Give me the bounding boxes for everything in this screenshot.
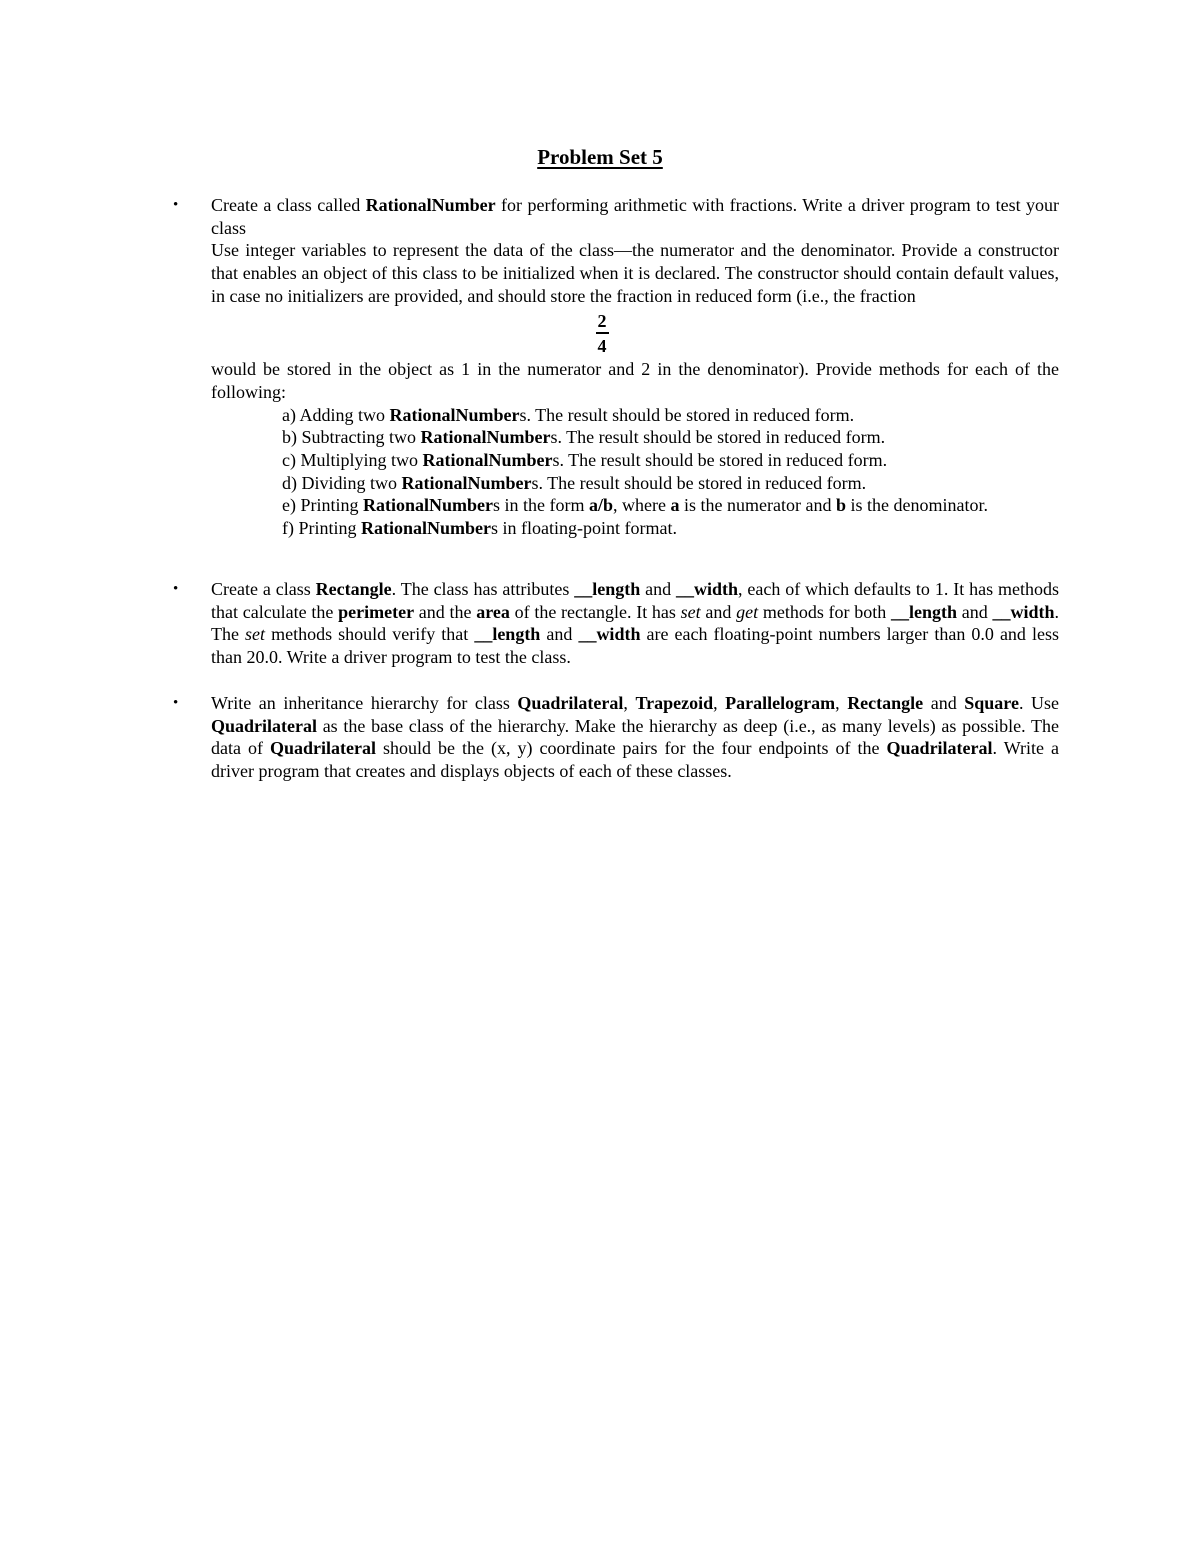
text-span: for performing arithmetic with fractions. Write a driver program to test your class: [211, 195, 1059, 238]
fraction-example: [211, 311, 1059, 358]
method-list: [282, 404, 1059, 540]
list-item: f) Printing RationalNumbers in floating-point format.: [282, 518, 677, 539]
list-item: b) Subtracting two RationalNumbers. The result should be stored in reduced form.: [282, 427, 886, 448]
bullet-icon: •: [173, 695, 179, 711]
list-item: d) Dividing two RationalNumbers. The result should be stored in reduced form.: [282, 472, 867, 493]
problem-1-after: would be stored in the object as 1 in the numerator and 2 in the denominator). Provide methods for each of the following:: [211, 359, 1059, 402]
bullet-icon: •: [173, 581, 179, 597]
page-title: Problem Set 5: [537, 145, 663, 169]
fraction-numerator: 2: [596, 311, 609, 334]
problem-1-description: Use integer variables to represent the data of the class—the numerator and the denominator. Provide a constructor that enables an object of this class to be initialized when it is declared. The constructor should contain default values, in case no initializers are provided, and should store the fraction in reduced form (i.e., the fraction: [211, 240, 1059, 306]
fraction-denominator: 4: [597, 335, 607, 356]
problem-1-intro: [211, 194, 1059, 239]
problem-2: • Create a class Rectangle. The class has attributes __length and __width, each of which defaults to 1. It has methods that calculate the perimeter and the area of the rectangle. It has set and get methods for both __length and __width. The set methods should verify that __length and __width are each floating-point numbers larger than 0.0 and less than 20.0. Write a driver program to test the class.: [173, 579, 1059, 668]
bullet-icon: •: [173, 197, 179, 213]
list-item: c) Multiplying two RationalNumbers. The result should be stored in reduced form.: [282, 450, 888, 471]
list-item: a) Adding two RationalNumbers. The result should be stored in reduced form.: [282, 404, 855, 425]
class-name: RationalNumber: [365, 195, 496, 215]
problem-3: • Write an inheritance hierarchy for class Quadrilateral, Trapezoid, Parallelogram, Rectangle and Square. Use Quadrilateral as the base class of the hierarchy. Make the hierarchy as deep (i.e., as many levels) as possible. The data of Quadrilateral should be the (x, y) coordinate pairs for the four endpoints of the Quadrilateral. Write a driver program that creates and displays objects of each of these classes.: [173, 693, 1059, 782]
problem-1: [173, 194, 1059, 540]
list-item: e) Printing RationalNumbers in the form a/b, where a is the numerator and b is the denominator.: [282, 495, 988, 516]
text-span: Create a class called: [211, 195, 366, 215]
